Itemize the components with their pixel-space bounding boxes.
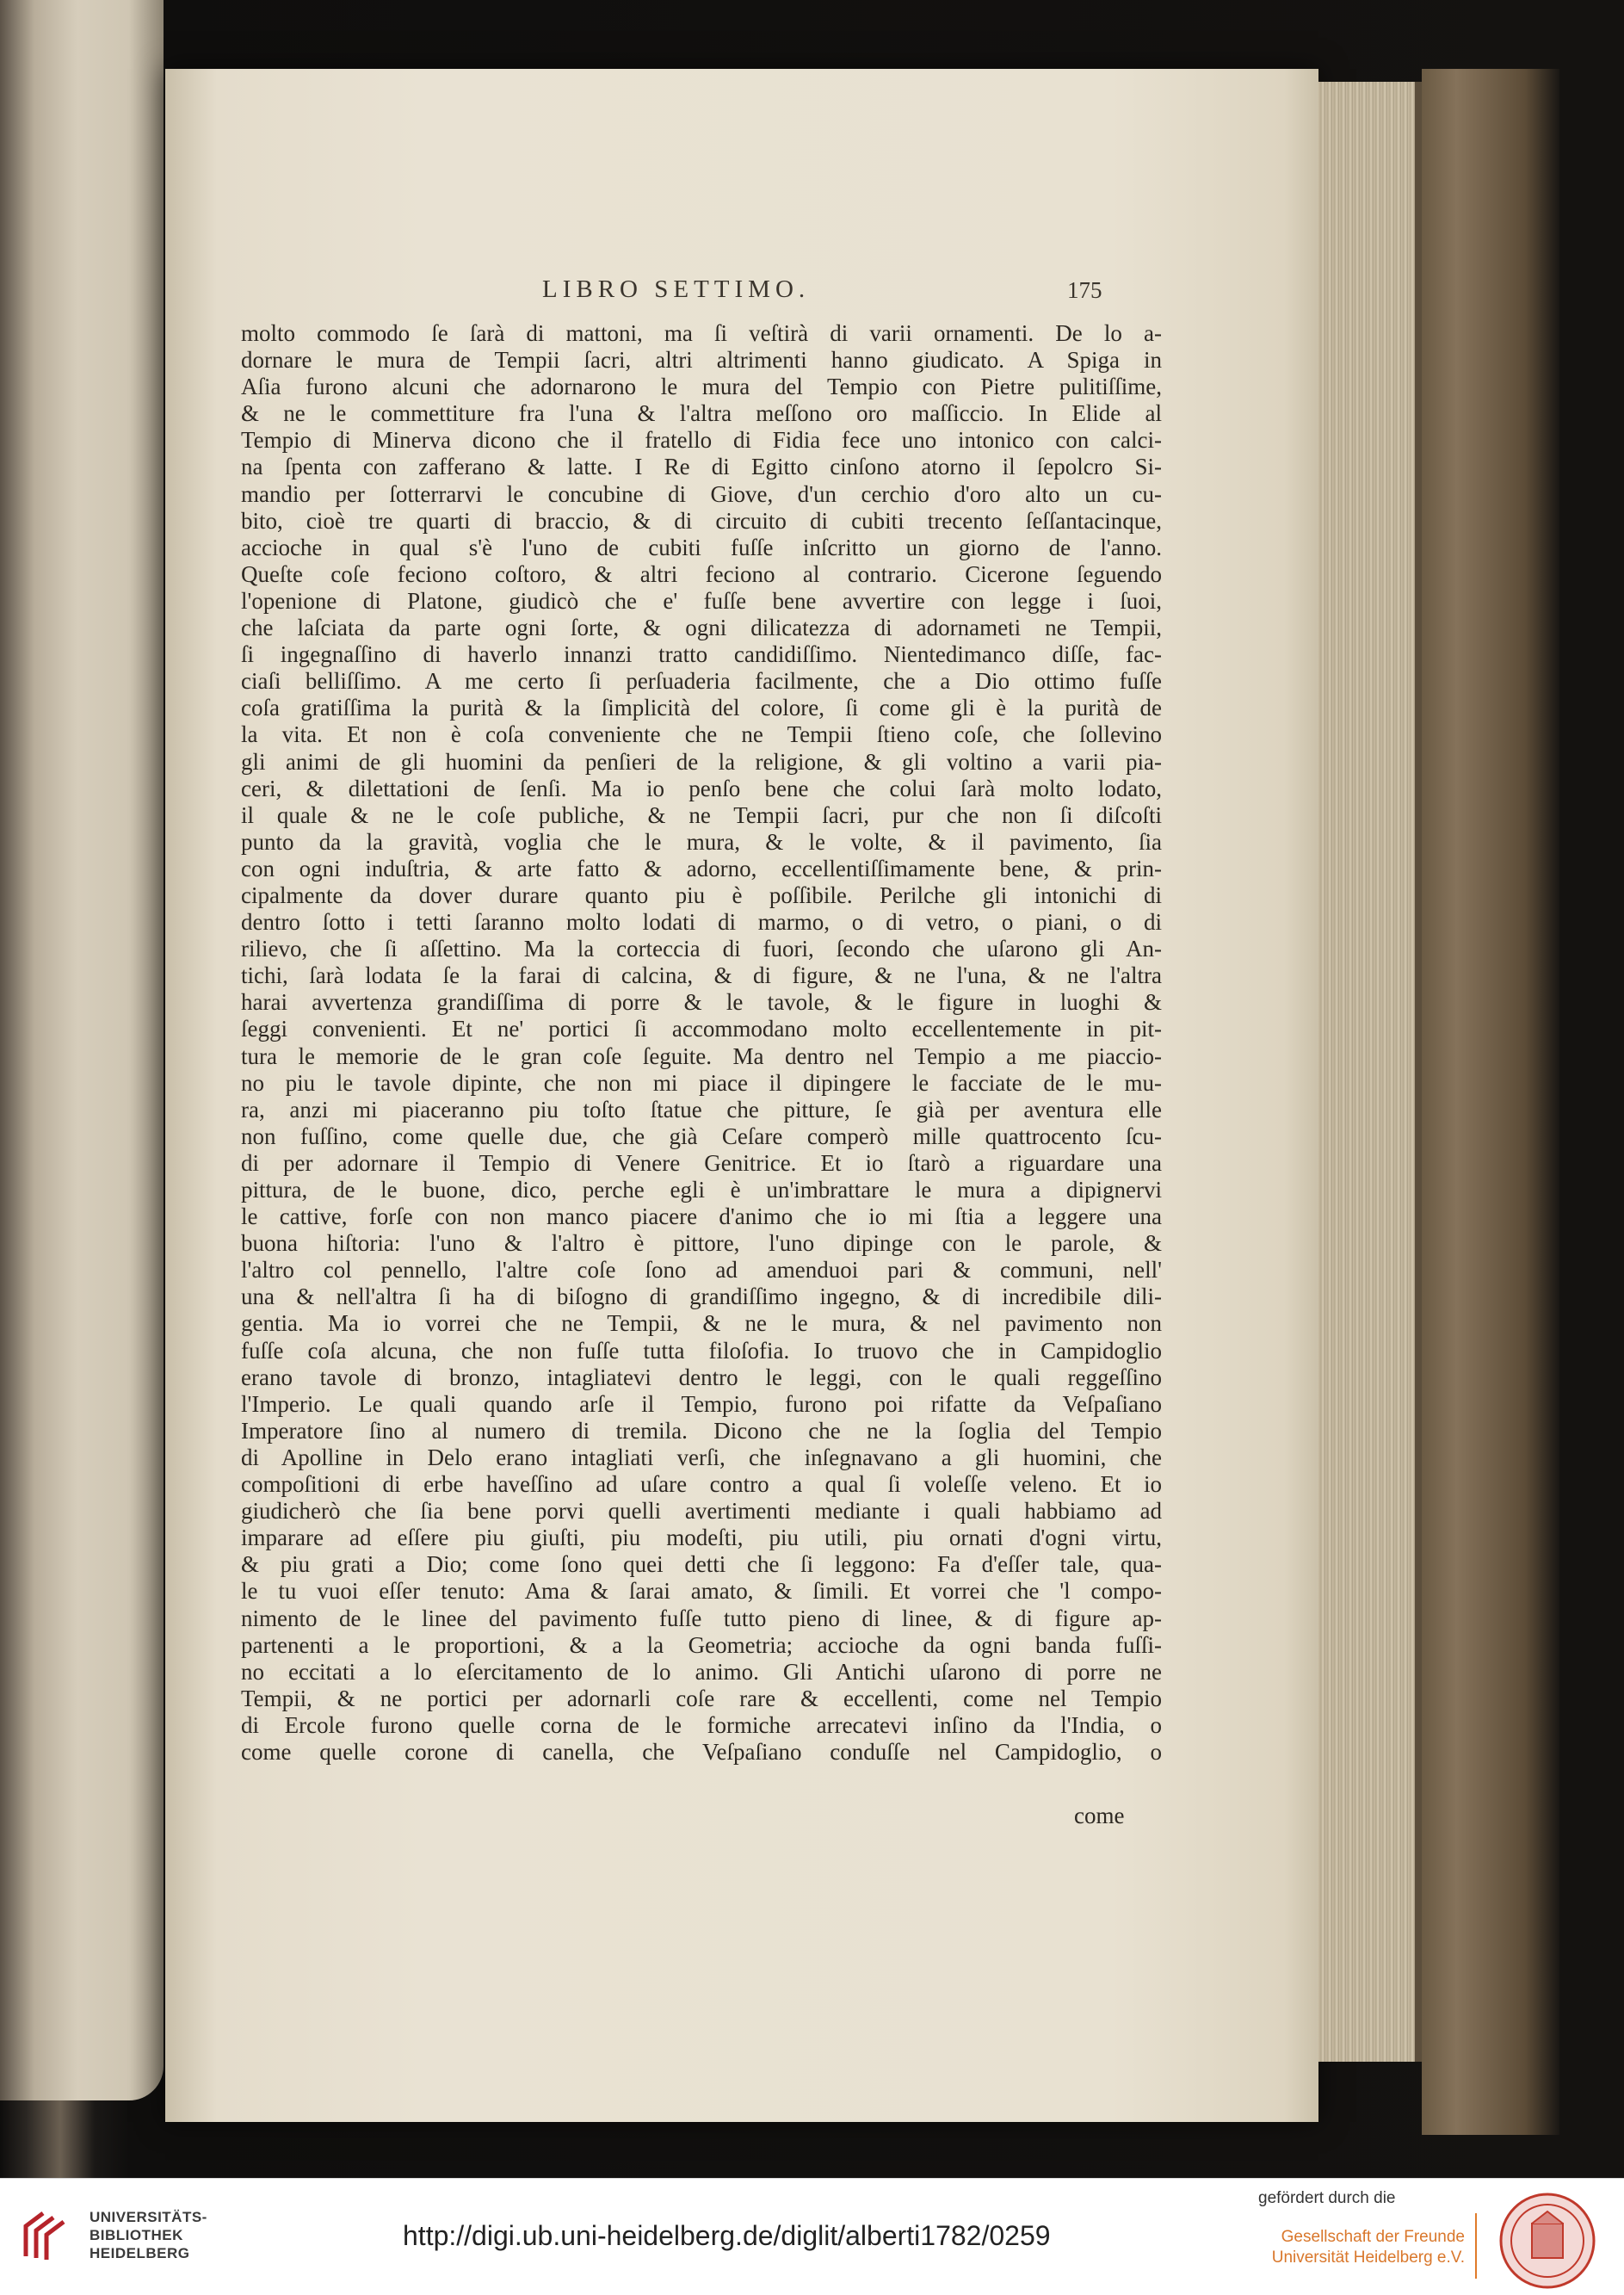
text-line: l'Imperio. Le quali quando arſe il Tempio, furono poi rifatte da Veſpaſiano (241, 1390, 1162, 1417)
text-line: ſeggi convenienti. Et ne' portici ſi accommodano molto eccellentemente in pit- (241, 1016, 1162, 1042)
book-cover-edge (1422, 69, 1559, 2135)
text-line: punto da la gravità, voglia che le mura, & le volte, & il pavimento, ſia (241, 828, 1162, 855)
library-name-line: BIBLIOTHEK (90, 2227, 183, 2243)
text-line: dornare le mura de Tempii ſacri, altri altrimenti hanno giudicato. A Spiga in (241, 347, 1162, 374)
text-line: nimento de le linee del pavimento fuſſe tutto pieno di linee, & di figure ap- (241, 1605, 1162, 1631)
text-line: che laſciata da parte ogni ſorte, & ogni dilicatezza di adornameti ne Tempii, (241, 615, 1162, 641)
text-line: di Ercole furono quelle corna de le formiche arrecatevi inſino da l'India, o (241, 1711, 1162, 1738)
text-line: pittura, de le buone, dico, perche egli è un'imbrattare le mura a dipignervi (241, 1177, 1162, 1203)
text-line: le tu vuoi eſſer tenuto: Ama & ſarai amato, & ſimili. Et vorrei che 'l compo- (241, 1578, 1162, 1605)
text-line: na ſpenta con zafferano & latte. I Re di Egitto cinſono atorno il ſepolcro Si- (241, 454, 1162, 480)
text-line: il quale & ne le coſe publiche, & ne Tempii ſacri, pur che non ſi diſcoſti (241, 801, 1162, 828)
text-line: molto commodo ſe ſarà di mattoni, ma ſi veſtirà di varii ornamenti. De lo a- (241, 320, 1162, 346)
text-line: una & nell'altra ſi ha di biſogno di grandiſſimo ingegno, & di incredibile dili- (241, 1284, 1162, 1310)
sponsor-name-line: Universität Heidelberg e.V. (1271, 2249, 1465, 2267)
text-line: compoſitioni di erbe haveſſino ad uſare contro a qual ſi voleſſe veleno. Et io (241, 1471, 1162, 1498)
text-line: giudicherò che ſia bene porvi quelli avertimenti mediante i quali habbiamo ad (241, 1498, 1162, 1525)
text-line: imparare ad eſſere piu giuſti, piu modeſti, piu utili, piu ornati d'ogni virtu, (241, 1525, 1162, 1551)
text-line: bito, cioè tre quarti di braccio, & di circuito di cubiti trecento ſeſſantacinque, (241, 507, 1162, 534)
text-line: gentia. Ma io vorrei che ne Tempii, & ne le mura, & nel pavimento non (241, 1310, 1162, 1337)
text-line: fuſſe coſa alcuna, che non fuſſe tutta filoſofia. Io truovo che in Campidoglio (241, 1337, 1162, 1364)
funded-by-label: gefördert durch die (1258, 2189, 1396, 2207)
text-line: tichi, ſarà lodata ſe la farai di calcina, & di figure, & ne l'una, & ne l'altra (241, 962, 1162, 989)
text-line: non fuſſino, come quelle due, che già Ceſare comperò mille quattrocento ſcu- (241, 1123, 1162, 1149)
text-line: tura le memorie de le gran coſe ſeguite. Ma dentro nel Tempio a me piaccio- (241, 1042, 1162, 1069)
text-line: coſa gratiſſima la purità & la ſimplicità del colore, ſi come gli è la purità de (241, 695, 1162, 721)
text-line: ra, anzi mi piaceranno piu toſto ſtatue che pitture, ſe già per aventura elle (241, 1096, 1162, 1123)
running-head: LIBRO SETTIMO. (542, 275, 811, 303)
text-line: & ne le commettiture fra l'una & l'altra meſſono oro maſſiccio. In Elide al (241, 400, 1162, 427)
text-line: accioche in qual s'è l'uno de cubiti fuſſe inſcritto un giorno de l'anno. (241, 534, 1162, 560)
text-line: & piu grati a Dio; come ſono quei detti che ſi leggono: Fa d'eſſer tale, qua- (241, 1551, 1162, 1578)
text-line: con ogni induſtria, & arte fatto & adorno, eccellentiſſimamente bene, & prin- (241, 855, 1162, 882)
text-line: partenenti a le proportioni, & a la Geometria; accioche da ogni banda fuſſi- (241, 1631, 1162, 1658)
text-line: no eccitati a lo eſercitamento de lo animo. Gli Antichi uſarono di porre ne (241, 1658, 1162, 1685)
library-name (90, 2208, 207, 2262)
text-line: ſi ingegnaſſino di haverlo innanzi tratto candidiſſimo. Nientedimanco diſſe, fac- (241, 641, 1162, 668)
text-line: erano tavole di bronzo, intagliatevi dentro le leggi, con le quali reggeſſino (241, 1364, 1162, 1390)
university-seal-icon (1493, 2191, 1602, 2291)
library-name-line: HEIDELBERG (90, 2245, 190, 2261)
library-name-line: UNIVERSITÄTS- (90, 2209, 207, 2225)
text-line: l'openione di Platone, giudicò che e' fuſſe bene avvertire con legge i ſuoi, (241, 587, 1162, 614)
text-line: mandio per ſotterrarvi le concubine di Giove, d'un cerchio d'oro alto un cu- (241, 480, 1162, 507)
sponsor-name (1265, 2227, 1465, 2268)
text-line: cipalmente da dover durare quanto piu è poſſibile. Perilche gli intonichi di (241, 882, 1162, 908)
text-line: di Apolline in Delo erano intagliati verſi, che inſegnavano a gli huomini, che (241, 1444, 1162, 1470)
text-line: l'altro col pennello, l'altre coſe ſono ad amenduoi pari & communi, nell' (241, 1257, 1162, 1284)
page-block-edges (1318, 82, 1422, 2062)
text-line: rilievo, che ſi aſſettino. Ma la corteccia di fuori, ſecondo che uſarono gli An- (241, 936, 1162, 962)
text-line: Queſte coſe feciono coſtoro, & altri feciono al contrario. Cicerone ſeguendo (241, 560, 1162, 587)
text-line: Aſia furono alcuni che adornarono le mura del Tempio con Pietre pulitiſſime, (241, 374, 1162, 400)
permalink-url[interactable]: http://digi.ub.uni-heidelberg.de/diglit/alberti1782/0259 (403, 2220, 1051, 2251)
body-text (241, 320, 1162, 1766)
text-line: harai avvertenza grandiſſima di porre & le tavole, & le figure in luoghi & (241, 989, 1162, 1016)
text-line: come quelle corone di canella, che Veſpaſiano conduſſe nel Campidoglio, o (241, 1738, 1162, 1765)
text-line: buona hiſtoria: l'uno & l'altro è pittore, l'uno dipinge con le parole, & (241, 1230, 1162, 1257)
sponsor-name-line: Gesellschaft der Freunde (1281, 2228, 1465, 2246)
text-line: Tempii, & ne portici per adornarli coſe rare & eccellenti, come nel Tempio (241, 1685, 1162, 1711)
footer-bar (0, 2178, 1624, 2295)
previous-page-edge (0, 0, 164, 2100)
text-line: le cattive, forſe con non manco piacere d'animo che io mi ſtia a leggere una (241, 1203, 1162, 1230)
page-number: 175 (1067, 277, 1102, 303)
text-line: Imperatore ſino al numero di tremila. Dicono che ne la ſoglia del Tempio (241, 1417, 1162, 1444)
text-line: gli animi de gli huomini da penſieri de la religione, & gli voltino a varii pia- (241, 748, 1162, 775)
text-line: ceri, & dilettationi de ſenſi. Ma io penſo bene che colui ſarà molto lodato, (241, 775, 1162, 801)
catchword: come (1074, 1803, 1125, 1828)
text-line: Tempio di Minerva dicono che il fratello di Fidia fece uno intonico con calci- (241, 427, 1162, 454)
text-line: dentro ſotto i tetti ſaranno molto lodati di marmo, o di vetro, o piani, o di (241, 909, 1162, 936)
text-line: ciaſi belliſſimo. A me certo ſi perſuaderia facilmente, che a Dio ottimo fuſſe (241, 668, 1162, 695)
text-line: la vita. Et non è coſa conveniente che ne Tempii ſtieno coſe, che ſollevino (241, 721, 1162, 748)
text-line: no piu le tavole dipinte, che non mi piace il dipingere le facciate de le mu- (241, 1069, 1162, 1096)
text-line: di per adornare il Tempio di Venere Genitrice. Et io ſtarò a riguardare una (241, 1149, 1162, 1176)
university-library-logo-icon (17, 2205, 79, 2267)
footer-divider (1475, 2213, 1477, 2279)
